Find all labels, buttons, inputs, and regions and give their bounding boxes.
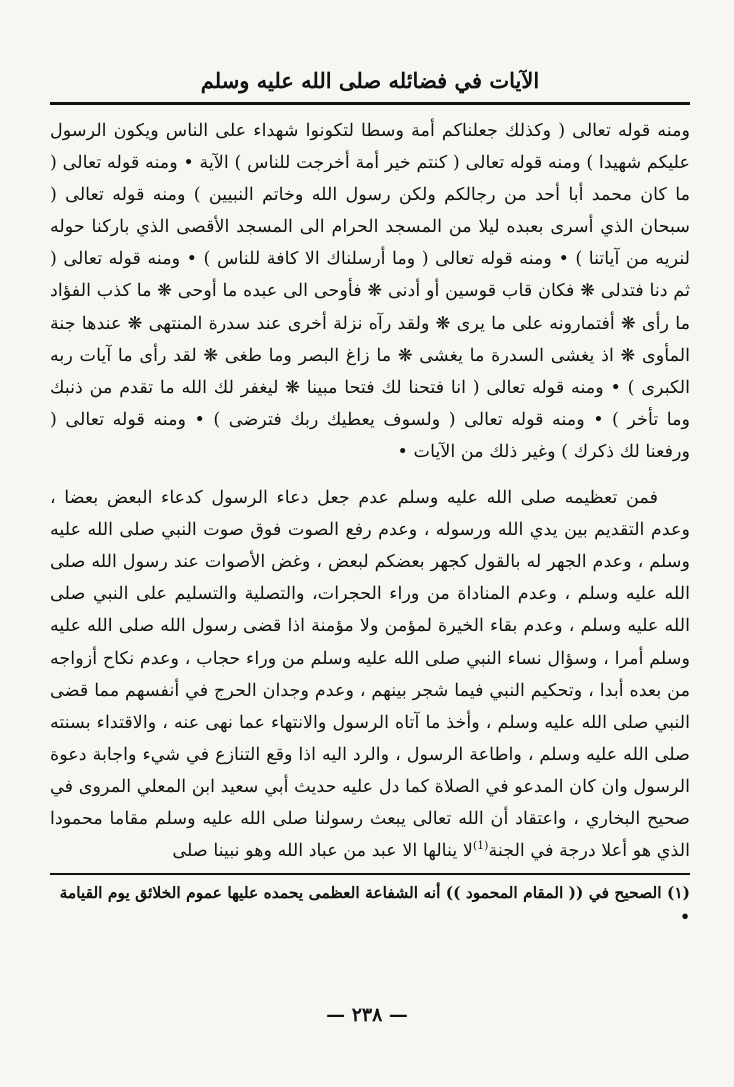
header-rule [50,102,690,105]
paragraph-verses: ومنه قوله تعالى ( وكذلك جعلناكم أمة وسطا لتكونوا شهداء على الناس ويكون الرسول عليكم شهيدا ) ومنه قوله تعالى ( كنتم خير أمة أخرجت للناس ) الآية • ومنه قوله تعالى ( ما كان محمد أبا أحد من رجالكم ولكن رسول الله وخاتم النبيين ) ومنه قوله تعالى ( سبحان الذي أسرى بعبده ليلا من المسجد الحرام الى المسجد الأقصى الذي باركنا حوله لنريه من آياتنا ) • ومنه قوله تعالى ( وما أرسلناك الا كافة للناس ) • ومنه قوله تعالى ( ثم دنا فتدلى ❋ فكان قاب قوسين أو أدنى ❋ فأوحى الى عبده ما أوحى ❋ ما كذب الفؤاد ما رأى ❋ أفتمارونه على ما يرى ❋ ولقد رآه نزلة أخرى عند سدرة المنتهى ❋ عندها جنة المأوى ❋ اذ يغشى السدرة ما يغشى ❋ ما زاغ البصر وما طغى ❋ لقد رأى ما آيات ربه الكبرى ) • ومنه قوله تعالى ( انا فتحنا لك فتحا مبينا ❋ ليغفر لك الله ما تقدم من ذنبك وما تأخر ) • ومنه قوله تعالى ( ولسوف يعطيك ربك فترضى ) • ومنه قوله تعالى ( ورفعنا لك ذكرك ) وغير ذلك من الآيات • [50,121,690,462]
footnote-reference: (1) [472,839,489,853]
page-number: — ٢٣٨ — [326,1004,408,1026]
paragraph-veneration [50,482,690,867]
footnote-rule [50,873,690,875]
paragraph-veneration-tail: لا ينالها الا عبد من عباد الله وهو نبينا صلى [172,841,473,862]
footnote-text: (١) الصحيح في (( المقام المحمود )) أنه الشفاعة العظمى يحمده عليها عموم الخلائق يوم القيامة • [59,883,690,927]
paragraph-veneration-text: فمن تعظيمه صلى الله عليه وسلم عدم جعل دعاء الرسول كدعاء البعض بعضا ، وعدم التقديم بين يدي الله ورسوله ، وعدم رفع الصوت فوق صوت النبي صلى الله عليه وسلم ، وعدم الجهر له بالقول كجهر بعضكم لبعض ، وغض الأصوات عند رسول الله صلى الله عليه وسلم ، وعدم المناداة من وراء الحجرات، والتصلية والتسليم على النبي صلى الله عليه وسلم ، وعدم بقاء الخيرة لمؤمن ولا مؤمنة اذا قضى رسول الله صلى الله عليه وسلم أمرا ، وسؤال نساء النبي صلى الله عليه وسلم من وراء حجاب ، وعدم نكاح أزواجه من بعده أبدا ، وتحكيم النبي فيما شجر بينهم ، وعدم وجدان الحرج في أنفسهم مما قضى النبي صلى الله عليه وسلم ، وأخذ ما آتاه الرسول والانتهاء عما نهى عنه ، والاقتداء بسنته صلى الله عليه وسلم ، واطاعة الرسول ، والرد اليه اذا وقع التنازع في شيء واجابة دعوة الرسول وان كان المدعو في الصلاة كما دل عليه حديث أبي سعيد ابن المعلي المروى في صحيح البخاري ، واعتقاد أن الله تعالى يبعث رسولنا صلى الله عليه وسلم مقاما محمودا الذي هو أعلا درجة في الجنة [50,488,690,862]
page-header-title: الآيات في فضائله صلى الله عليه وسلم [200,68,540,93]
